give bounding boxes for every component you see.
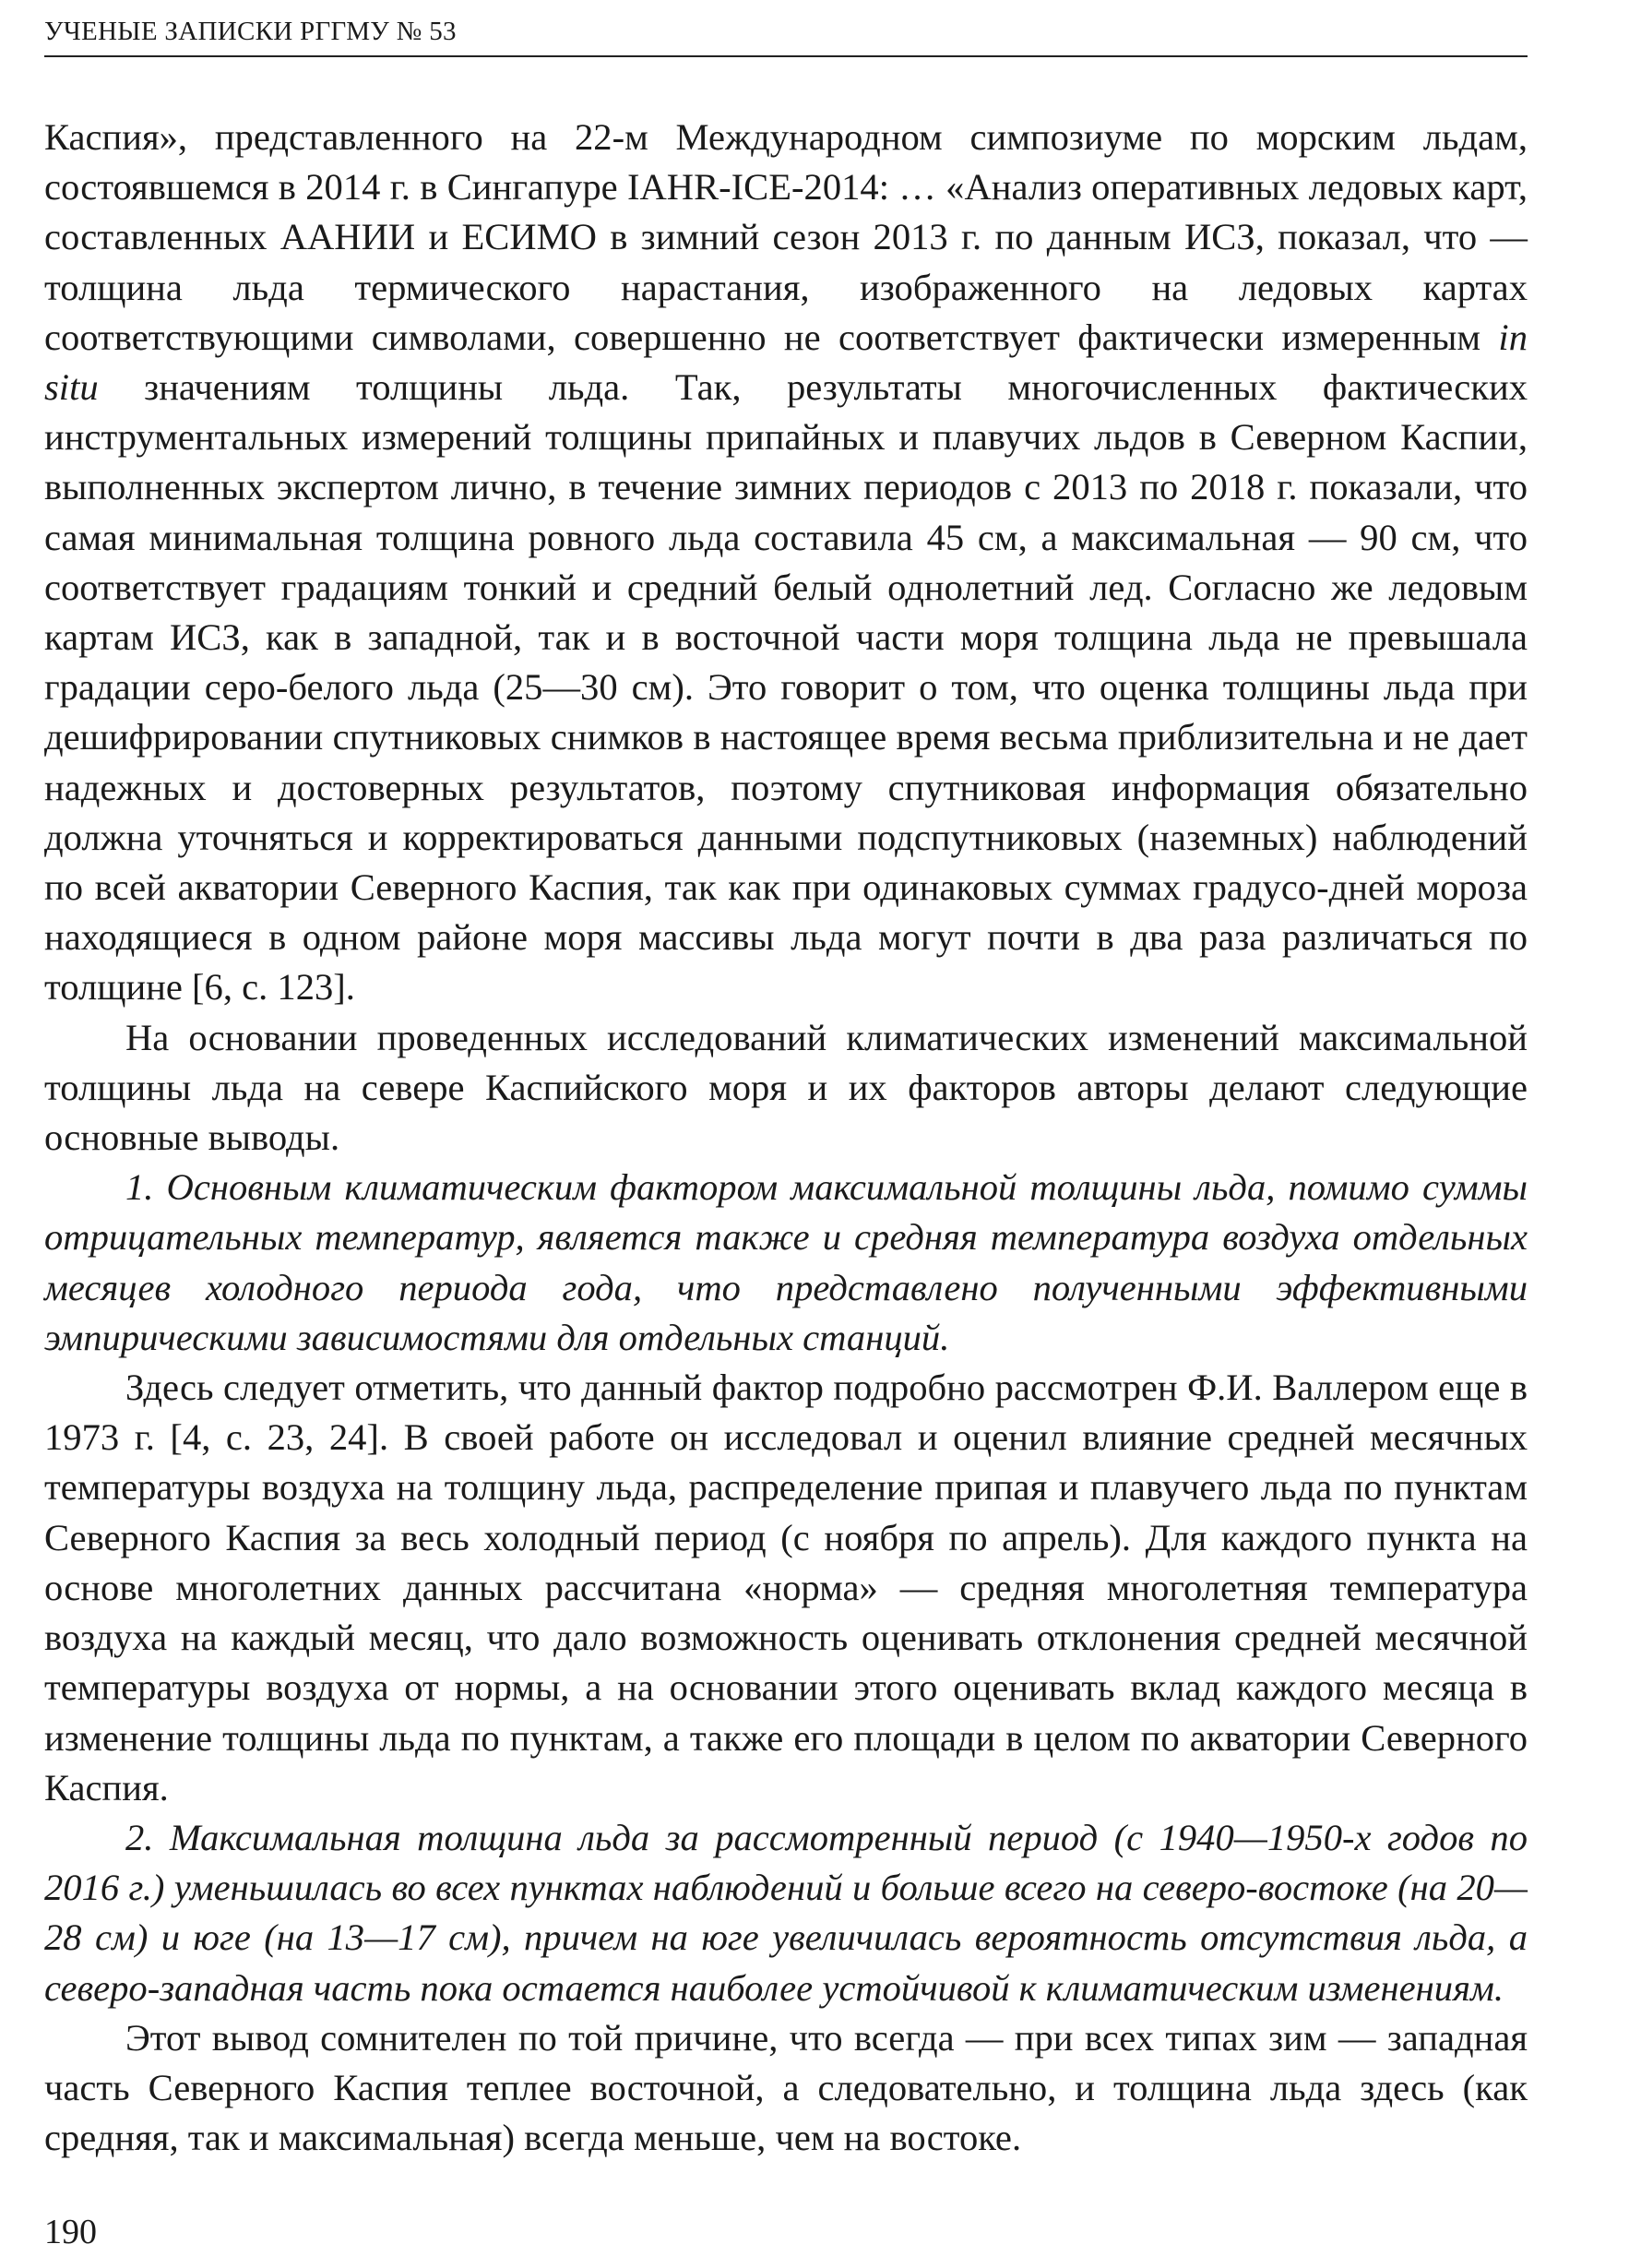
paragraph-1-text: Каспия», представленного на 22-м Международном симпозиуме по морским льдам, состоявшемся в 2014 г. в Сингапуре IAHR-ICE-2014: … «Анализ оперативных ледовых карт, составленных ААНИИ и ЕСИМО в зимний сезон 2013 г. по данным ИСЗ, показал, что — толщина льда термического нарастания, изображенного на ледовых картах соответствующими символами, совершенно не соответствует фактически измеренным: [44, 116, 1528, 358]
paragraph-4: Этот вывод сомнителен по той причине, что всегда — при всех типах зим — западная часть Северного Каспия теплее восточной, а следовательно, и толщина льда здесь (как средняя, так и максимальная) всегда меньше, чем на востоке.: [44, 2016, 1528, 2159]
conclusion-2: 2. Максимальная толщина льда за рассмотренный период (с 1940—1950-х годов по 2016 г.) уменьшилась во всех пунктах наблюдений и больше всего на северо-востоке (на 20—28 см) и юге (на 13—17 см), причем на юге увеличилась вероятность отсутствия льда, а северо-западная часть пока остается наиболее устойчивой к климатическим изменениям.: [44, 1816, 1528, 2009]
paragraph-1-continuation: значениям толщины льда. Так, результаты многочисленных фактических инструментальных измерений толщины припайных и плавучих льдов в Северном Каспии, выполненных экспертом лично, в течение зимних периодов с 2013 по 2018 г. показали, что самая минимальная толщина ровного льда составила 45 см, а максимальная — 90 см, что соответствует градациям тонкий и средний белый однолетний лед. Согласно же ледовым картам ИСЗ, как в западной, так и в восточной части моря толщина льда не превышала градации серо-белого льда (25—30 см). Это говорит о том, что оценка толщины льда при дешифрировании спутниковых снимков в настоящее время весьма приблизительна и не дает надежных и достоверных результатов, поэтому спутниковая информация обязательно должна уточняться и корректироваться данными подспутниковых (наземных) наблюдений по всей акватории Северного Каспия, так как при одинаковых суммах градусо-дней мороза находящиеся в одном районе моря массивы льда могут почти в два раза различаться по толщине [6, с. 123].: [44, 366, 1528, 1009]
running-header: [44, 13, 1528, 57]
article-body: [44, 113, 1528, 2163]
conclusion-1: 1. Основным климатическим фактором максимальной толщины льда, помимо суммы отрицательных температур, является также и средняя температура воздуха отдельных месяцев холодного периода года, что представлено полученными эффективными эмпирическими зависимостями для отдельных станций.: [44, 1166, 1528, 1358]
page-number: 190: [44, 2213, 97, 2251]
paragraph-1-emphasis: in situ: [44, 316, 1528, 409]
journal-title: УЧЕНЫЕ ЗАПИСКИ РГГМУ № 53: [44, 17, 457, 46]
paragraph-1: [44, 113, 1528, 1013]
paragraph-2: На основании проведенных исследований климатических изменений максимальной толщины льда на севере Каспийского моря и их факторов авторы делают следующие основные выводы.: [44, 1016, 1528, 1159]
paragraph-3: Здесь следует отметить, что данный фактор подробно рассмотрен Ф.И. Валлером еще в 1973 г. [4, с. 23, 24]. В своей работе он исследовал и оценил влияние средней месячных температуры воздуха на толщину льда, распределение припая и плавучего льда по пунктам Северного Каспия за весь холодный период (с ноября по апрель). Для каждого пункта на основе многолетних данных рассчитана «норма» — средняя многолетняя температура воздуха на каждый месяц, что дало возможность оценивать отклонения средней месячной температуры воздуха от нормы, а на основании этого оценивать вклад каждого месяца в изменение толщины льда по пунктам, а также его площади в целом по акватории Северного Каспия.: [44, 1367, 1528, 1808]
